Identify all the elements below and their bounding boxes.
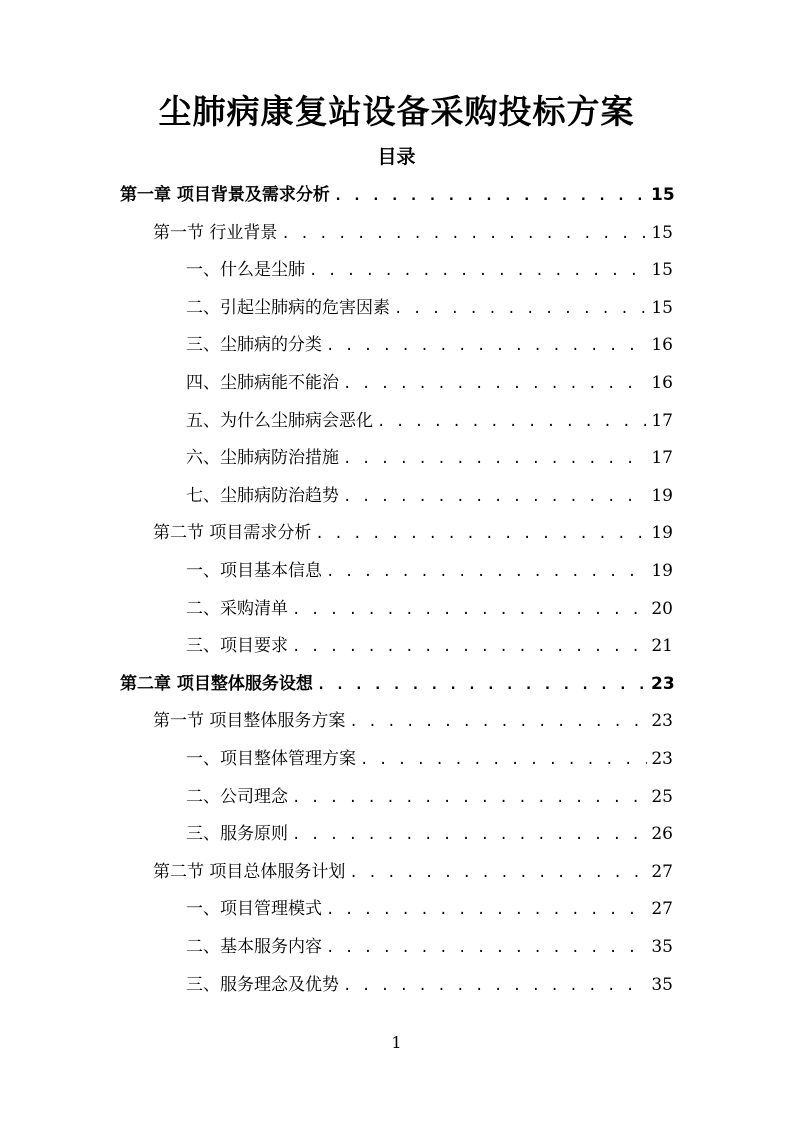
toc-entry-page: 25 bbox=[651, 786, 673, 807]
toc-dot-leader bbox=[315, 519, 647, 549]
toc-entry-page: 19 bbox=[651, 523, 673, 544]
toc-subsection-entry[interactable] bbox=[186, 782, 673, 812]
toc-entry-label: 第二节 项目总体服务计划 bbox=[153, 861, 346, 882]
toc-entry-label: 一、什么是尘肺 bbox=[186, 260, 305, 281]
toc-dot-leader bbox=[326, 557, 647, 587]
toc-entry-label: 一、项目管理模式 bbox=[186, 899, 322, 920]
toc-entry-label: 二、引起尘肺病的危害因素 bbox=[186, 297, 390, 318]
toc-entry-page: 23 bbox=[651, 749, 673, 769]
toc-subsection-entry[interactable] bbox=[186, 443, 673, 473]
toc-dot-leader bbox=[334, 181, 647, 211]
toc-subsection-entry[interactable] bbox=[186, 970, 673, 1000]
toc-entry-label: 三、服务原则 bbox=[186, 824, 288, 845]
toc-entry-label: 三、尘肺病的分类 bbox=[186, 335, 322, 356]
toc-dot-leader bbox=[326, 933, 647, 963]
page-number: 1 bbox=[391, 1033, 402, 1052]
toc-entry-page: 15 bbox=[651, 297, 673, 318]
toc-entry-page: 16 bbox=[651, 335, 673, 356]
toc-subsection-entry[interactable] bbox=[186, 819, 673, 849]
toc-section-entry[interactable] bbox=[153, 518, 673, 548]
toc-heading: 目录 bbox=[377, 146, 416, 168]
toc-subsection-entry[interactable] bbox=[186, 594, 673, 624]
toc-dot-leader bbox=[292, 595, 647, 625]
toc-entry-page: 19 bbox=[651, 485, 673, 506]
toc-dot-leader bbox=[394, 294, 647, 324]
toc-dot-leader bbox=[360, 745, 647, 775]
toc-subsection-entry[interactable] bbox=[186, 330, 673, 360]
toc-entry-page: 16 bbox=[651, 373, 673, 393]
toc-entry-label: 一、项目整体管理方案 bbox=[186, 749, 356, 769]
toc-entry-page: 17 bbox=[651, 448, 673, 469]
toc-dot-leader bbox=[326, 331, 647, 361]
toc-entry-page: 27 bbox=[651, 899, 673, 920]
toc-subsection-entry[interactable] bbox=[186, 255, 673, 285]
toc-chapter-entry[interactable] bbox=[120, 180, 673, 210]
toc-subsection-entry[interactable] bbox=[186, 894, 673, 924]
toc-entry-page: 27 bbox=[651, 861, 673, 882]
toc-section-entry[interactable] bbox=[153, 218, 673, 248]
toc-subsection-entry[interactable] bbox=[186, 744, 673, 774]
toc-entry-label: 六、尘肺病防治措施 bbox=[186, 448, 339, 469]
toc-subsection-entry[interactable] bbox=[186, 368, 673, 398]
toc-section-entry[interactable] bbox=[153, 706, 673, 736]
toc-subsection-entry[interactable] bbox=[186, 631, 673, 661]
toc-entry-label: 第一节 项目整体服务方案 bbox=[153, 711, 346, 732]
toc-entry-label: 三、项目要求 bbox=[186, 636, 288, 657]
toc-dot-leader bbox=[343, 369, 647, 399]
toc-entry-label: 第一节 行业背景 bbox=[153, 222, 278, 243]
toc-entry-page: 35 bbox=[651, 937, 673, 957]
toc-section-entry[interactable] bbox=[153, 857, 673, 887]
toc-dot-leader bbox=[343, 482, 647, 512]
toc-entry-label: 五、为什么尘肺病会恶化 bbox=[186, 410, 373, 431]
toc-dot-leader bbox=[377, 407, 647, 437]
toc-entry-label: 四、尘肺病能不能治 bbox=[186, 373, 339, 393]
toc-entry-page: 23 bbox=[651, 711, 673, 732]
toc-dot-leader bbox=[309, 256, 647, 286]
toc-entry-label: 第二章 项目整体服务设想 bbox=[120, 673, 313, 694]
toc-chapter-entry[interactable] bbox=[120, 669, 673, 699]
toc-subsection-entry[interactable] bbox=[186, 932, 673, 962]
toc-dot-leader bbox=[343, 444, 647, 474]
toc-entry-page: 19 bbox=[651, 561, 673, 581]
toc-subsection-entry[interactable] bbox=[186, 556, 673, 586]
toc-subsection-entry[interactable] bbox=[186, 481, 673, 511]
document-title: 尘肺病康复站设备采购投标方案 bbox=[158, 92, 635, 131]
toc-entry-label: 二、基本服务内容 bbox=[186, 937, 322, 957]
toc-entry-page: 15 bbox=[651, 222, 673, 243]
toc-dot-leader bbox=[317, 670, 647, 700]
toc-dot-leader bbox=[349, 707, 647, 737]
toc-dot-leader bbox=[292, 820, 647, 850]
toc-entry-label: 三、服务理念及优势 bbox=[186, 974, 339, 995]
toc-entry-page: 20 bbox=[651, 598, 673, 619]
toc-dot-leader bbox=[349, 858, 647, 888]
toc-entry-page: 21 bbox=[651, 636, 673, 657]
toc-dot-leader bbox=[292, 632, 647, 662]
toc-entry-label: 第一章 项目背景及需求分析 bbox=[120, 185, 330, 205]
toc-entry-page: 17 bbox=[651, 410, 673, 431]
toc-entry-label: 七、尘肺病防治趋势 bbox=[186, 485, 339, 506]
toc-subsection-entry[interactable] bbox=[186, 293, 673, 323]
toc-entry-label: 一、项目基本信息 bbox=[186, 561, 322, 581]
toc-subsection-entry[interactable] bbox=[186, 406, 673, 436]
toc-entry-page: 15 bbox=[651, 185, 675, 205]
toc-entry-page: 15 bbox=[651, 260, 673, 281]
toc-entry-label: 第二节 项目需求分析 bbox=[153, 523, 312, 544]
toc-entry-page: 26 bbox=[651, 824, 673, 845]
toc-entry-page: 23 bbox=[651, 673, 675, 694]
toc-entry-label: 二、采购清单 bbox=[186, 598, 288, 619]
toc-dot-leader bbox=[292, 783, 647, 813]
toc-dot-leader bbox=[281, 219, 647, 249]
toc-dot-leader bbox=[326, 895, 647, 925]
toc-entry-page: 35 bbox=[651, 974, 673, 995]
toc-dot-leader bbox=[343, 971, 647, 1001]
toc-entry-label: 二、公司理念 bbox=[186, 786, 288, 807]
